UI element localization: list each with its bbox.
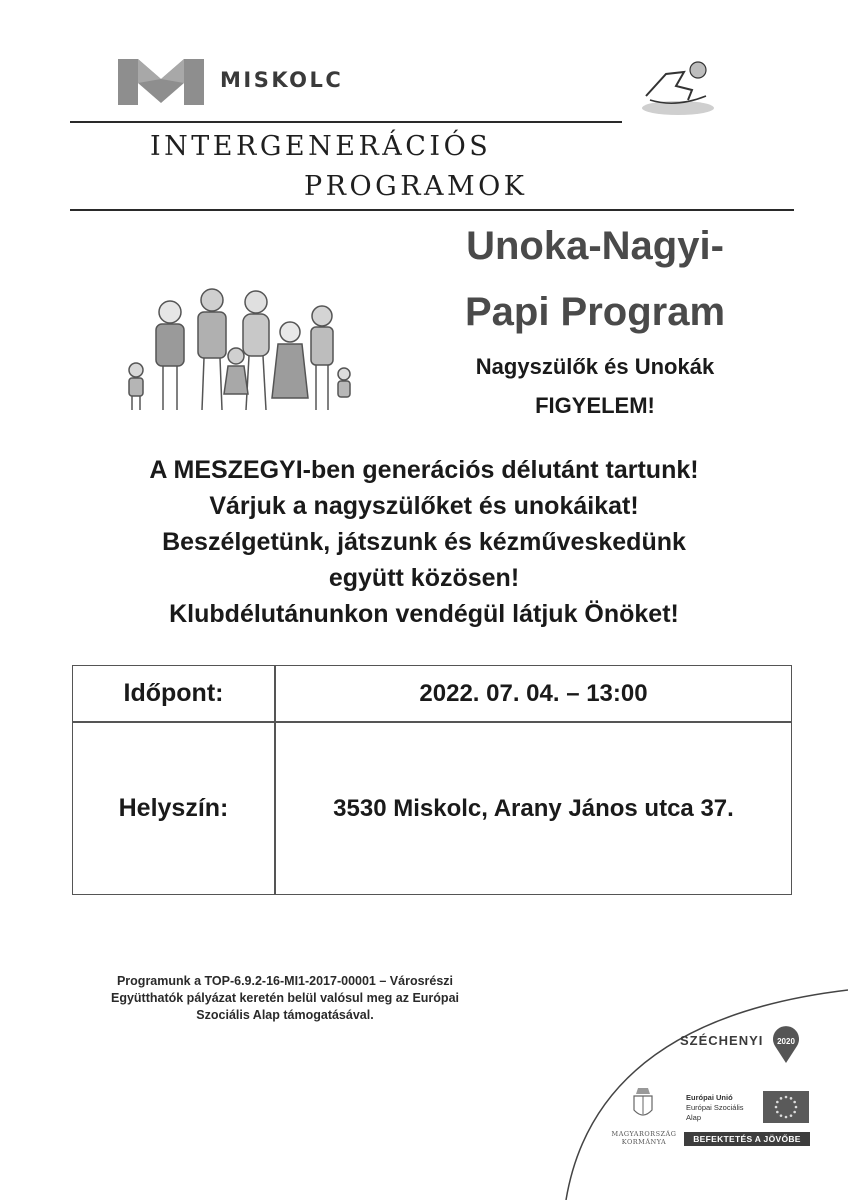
funding-note-line: Szociális Alap támogatásával. bbox=[196, 1008, 374, 1022]
gov-line-1: MAGYARORSZÁG bbox=[611, 1130, 677, 1138]
eu-star bbox=[785, 1096, 788, 1099]
announcement-text bbox=[40, 452, 808, 632]
funding-note bbox=[100, 973, 470, 1024]
time-value: 2022. 07. 04. – 13:00 bbox=[419, 679, 648, 707]
eu-star bbox=[776, 1101, 779, 1104]
eu-star bbox=[790, 1097, 793, 1100]
subtitle-line-1: Nagyszülők és Unokák bbox=[475, 354, 715, 379]
coat-of-arms-icon bbox=[630, 1084, 656, 1122]
announcement-line: Várjuk a nagyszülőket és unokáikat! bbox=[209, 492, 639, 520]
announcement-line: A MESZEGYI-ben generációs délutánt tartunk! bbox=[149, 456, 699, 484]
announcement-line: együtt közösen! bbox=[328, 564, 520, 592]
program-title-line-2: Papi Program bbox=[464, 290, 726, 334]
szechenyi-2020-pin-icon bbox=[771, 1026, 801, 1064]
gov-line-2: KORMÁNYA bbox=[621, 1138, 667, 1146]
eu-flag-icon bbox=[763, 1091, 809, 1123]
announcement-line: Klubdélutánunkon vendégül látjuk Önöket! bbox=[169, 600, 679, 628]
place-label: Helyszín: bbox=[118, 794, 229, 822]
szechenyi-arc-decoration bbox=[556, 960, 848, 1200]
family-illustration-icon bbox=[118, 270, 358, 420]
logo-text: MISKOLC bbox=[220, 68, 344, 92]
eu-star bbox=[795, 1106, 798, 1109]
time-label: Időpont: bbox=[123, 679, 224, 707]
eu-line-2: Európai Szociális bbox=[686, 1103, 744, 1112]
event-info-table bbox=[72, 665, 792, 895]
header-line-1: INTERGENERÁCIÓS bbox=[150, 131, 492, 162]
szechenyi-label: SZÉCHENYI bbox=[680, 1033, 764, 1048]
befektetes-banner: BEFEKTETÉS A JÖVŐBE bbox=[684, 1132, 810, 1146]
eu-label bbox=[686, 1093, 744, 1123]
government-label bbox=[604, 1130, 684, 1146]
eu-star bbox=[793, 1101, 796, 1104]
miskolc-logo-icon bbox=[118, 57, 204, 107]
eu-line-3: Alap bbox=[686, 1113, 702, 1122]
skater-figure-icon bbox=[636, 56, 718, 122]
funding-note-line: Együtthatók pályázat keretén belül valósul meg az Európai bbox=[110, 991, 459, 1005]
eu-star bbox=[793, 1111, 796, 1114]
szechenyi-year: 2020 bbox=[777, 1037, 795, 1046]
eu-star bbox=[790, 1114, 793, 1117]
eu-star bbox=[785, 1116, 788, 1119]
place-value: 3530 Miskolc, Arany János utca 37. bbox=[333, 794, 734, 822]
eu-star bbox=[776, 1111, 779, 1114]
announcement-line: Beszélgetünk, játszunk és kézműveskedünk bbox=[162, 528, 686, 556]
header-rule-top bbox=[70, 121, 622, 123]
eu-star bbox=[780, 1114, 783, 1117]
funding-note-line: Programunk a TOP-6.9.2-16-MI1-2017-00001 – Városrészi bbox=[116, 974, 454, 988]
header-rule-bottom bbox=[70, 209, 794, 211]
program-title-line-1: Unoka-Nagyi- bbox=[466, 224, 724, 268]
eu-star bbox=[775, 1106, 778, 1109]
header-line-2: PROGRAMOK bbox=[304, 171, 528, 202]
subtitle-line-2: FIGYELEM! bbox=[535, 393, 655, 418]
eu-line-1: Európai Unió bbox=[686, 1093, 733, 1102]
eu-star bbox=[780, 1097, 783, 1100]
